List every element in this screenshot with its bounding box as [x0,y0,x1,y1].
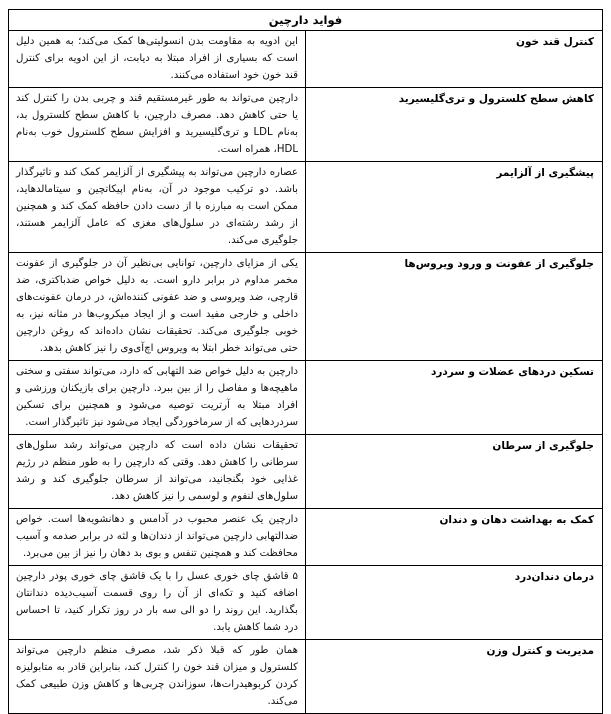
description-cell: همان طور که قبلا ذکر شد، مصرف منظم دارچین می‌تواند کلسترول و میزان قند خون را کنترل کند، بنابراین قادر به متابولیزه کردن کربوهیدرات‌ها، سوزاندن چربی‌ها و کاهش وزن طبیعی کمک می‌کند. [9,640,306,714]
table-row [9,509,603,566]
description-cell: دارچین یک عنصر محبوب در آدامس و دهانشویه‌ها است. خواص ضدالتهابی دارچین می‌تواند از دندان‌ها و لثه در برابر صدمه و آسیب محافظت کند و همچنین تنفس و بوی بد دهان را نیز از بین می‌برد. [9,509,306,566]
table-row [9,640,603,714]
table-title: فواید دارچین [9,10,603,31]
table-row [9,31,603,88]
description-cell: دارچین می‌تواند به طور غیرمستقیم قند و چربی بدن را کنترل کند یا حتی کاهش دهد. مصرف دارچین، با کاهش سطح کلسترول بد، به‌نام LDL و تری‌گلیسیرید و افزایش سطح کلسترول خوب به‌نام HDL، همراه است. [9,88,306,162]
table-row [9,435,603,509]
benefit-cell: درمان دندان‌درد [306,566,603,640]
benefit-cell: جلوگیری از عفونت و ورود ویروس‌ها [306,253,603,361]
description-cell: ۵ قاشق چای خوری عسل را با یک قاشق چای خوری پودر دارچین اضافه کنید و تکه‌ای از آن را روی قسمت آسیب‌دیده دندانتان بگذارید. این روند را دو الی سه بار در روز تکرار کنید، تا احساس درد شما کاهش یابد. [9,566,306,640]
benefit-cell: کنترل قند خون [306,31,603,88]
table-row [9,253,603,361]
benefit-cell: جلوگیری از سرطان [306,435,603,509]
benefits-table-container [8,9,603,714]
table-row [9,361,603,435]
benefit-cell: پیشگیری از آلزایمر [306,162,603,253]
benefit-cell: کاهش سطح کلسترول و تری‌گلیسیرید [306,88,603,162]
table-row [9,88,603,162]
description-cell: یکی از مزایای دارچین، توانایی بی‌نظیر آن در جلوگیری از عفونت مخمر مداوم در برابر دارو است. به دلیل خواص ضدباکتری، ضد قارچی، ضد ویروسی و ضد عفونی کننده‌اش، در درمان عفونت‌های داخلی و خارجی مفید است و از ایجاد میکروب‌ها در مثانه نیز، به خوبی جلوگیری می‌کند. تحقیقات نشان داده‌اند که روغن دارچین حتی می‌تواند خطر ابتلا به ویروس اچ‌آی‌وی را نیز کاهش بدهد. [9,253,306,361]
table-title-row [9,10,603,31]
table-row [9,162,603,253]
benefit-cell: کمک به بهداشت دهان و دندان [306,509,603,566]
description-cell: این ادویه به مقاومت بدن انسولیتی‌ها کمک می‌کند؛ به همین دلیل است که بسیاری از افراد مبتلا به دیابت، از این ادویه برای کنترل قند خون خود استفاده می‌کنند. [9,31,306,88]
description-cell: عصاره دارچین می‌تواند به پیشگیری از آلزایمر کمک کند و تاثیرگذار باشد. دو ترکیب موجود در آن، به‌نام اپیکاتچین و سیتامالدهاید، ممکن است به مبارزه با از دست دادن حافظه کمک کند و همچنین از رشد رشته‌ای در سلول‌های مغزی که عامل آلزایمر هستند، جلوگیری می‌کند. [9,162,306,253]
benefits-table [8,9,603,714]
benefit-cell: مدیریت و کنترل وزن [306,640,603,714]
table-row [9,566,603,640]
description-cell: دارچین به دلیل خواص ضد التهابی که دارد، می‌تواند سفتی و سختی ماهیچه‌ها و مفاصل را از بین ببرد. دارچین برای بازیکنان ورزشی و افراد مبتلا به آرتریت توصیه می‌شود و همچنین برای تسکین سردردهایی که از سرماخوردگی ایجاد می‌شود نیز تاثیرگذار است. [9,361,306,435]
benefit-cell: تسکین دردهای عضلات و سردرد [306,361,603,435]
description-cell: تحقیقات نشان داده است که دارچین می‌تواند رشد سلول‌های سرطانی را کاهش دهد. وقتی که دارچین را به طور منظم در رژیم غذایی خود بگنجانید، می‌تواند از سرطان جلوگیری کند و رشد سلول‌های لنفوم و لوسمی را نیز کاهش دهد. [9,435,306,509]
